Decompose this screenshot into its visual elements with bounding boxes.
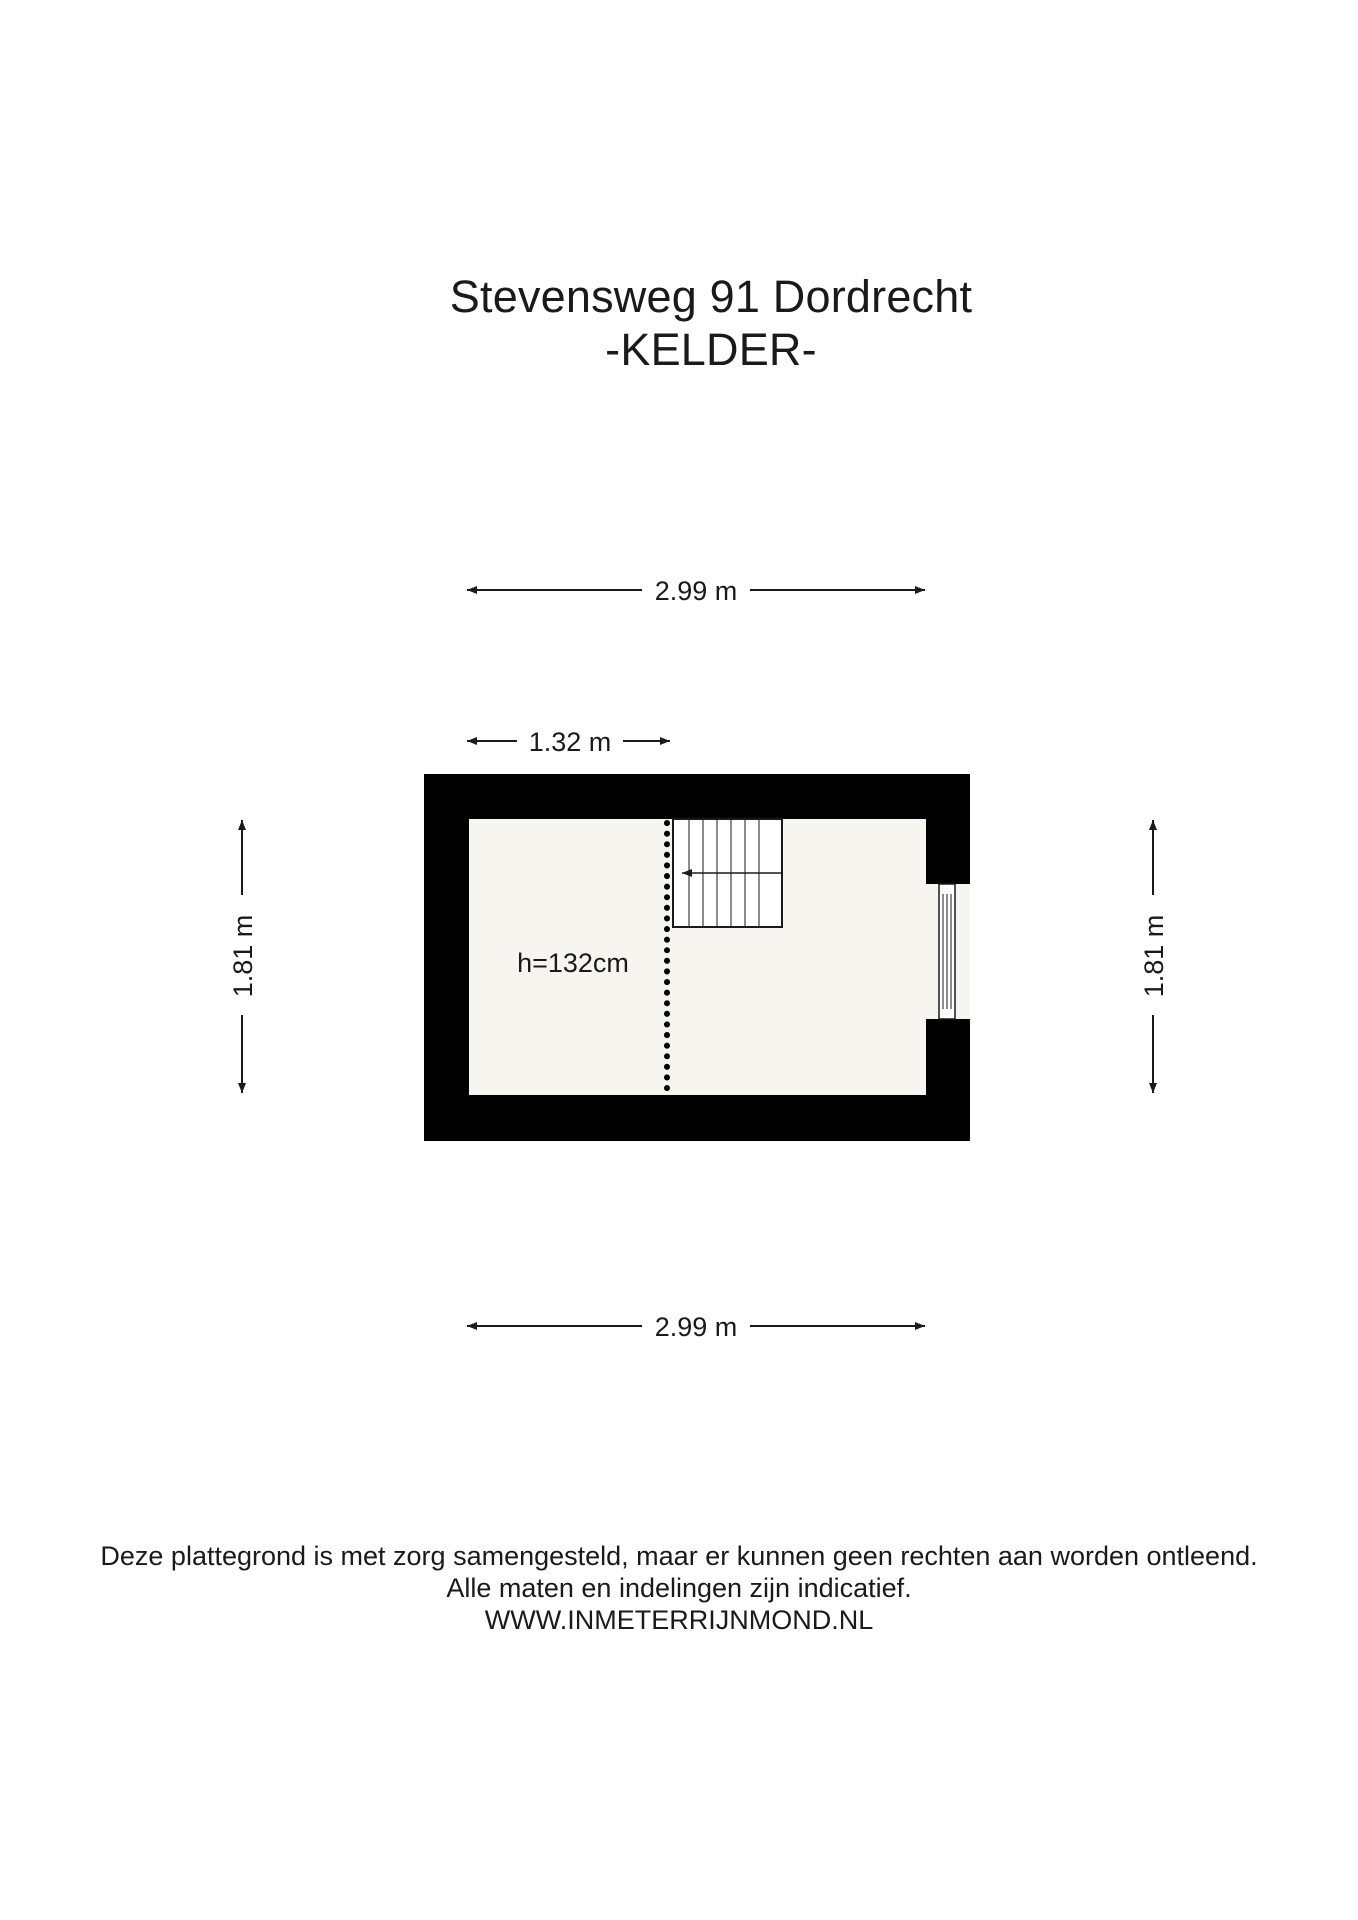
room-height-label: h=132cm [517, 948, 629, 978]
website-text: WWW.INMETERRIJNMOND.NL [484, 1605, 874, 1635]
window [939, 884, 955, 1019]
dimension-bottom-width-label: 2.99 m [654, 1312, 738, 1342]
dimension-bottom-width [467, 1312, 925, 1342]
dimension-top-width-label: 2.99 m [654, 576, 738, 606]
indicative-note: Alle maten en indelingen zijn indicatief. [446, 1573, 912, 1603]
dimension-right-height [1139, 820, 1169, 1093]
floor-title: -KELDER- [605, 324, 817, 375]
dimension-top-width [467, 576, 925, 606]
dimension-left-height [228, 820, 258, 1093]
dimension-left-height-label: 1.81 m [228, 914, 258, 998]
disclaimer-text: Deze plattegrond is met zorg samengesteld, maar er kunnen geen rechten aan worden ontleend. [100, 1541, 1258, 1571]
address-title: Stevensweg 91 Dordrecht [449, 271, 973, 322]
dimension-right-height-label: 1.81 m [1139, 914, 1169, 998]
dimension-partial-width [467, 727, 670, 757]
staircase [673, 819, 782, 927]
dimension-partial-width-label: 1.32 m [528, 727, 612, 757]
footer [0, 1540, 1358, 1636]
